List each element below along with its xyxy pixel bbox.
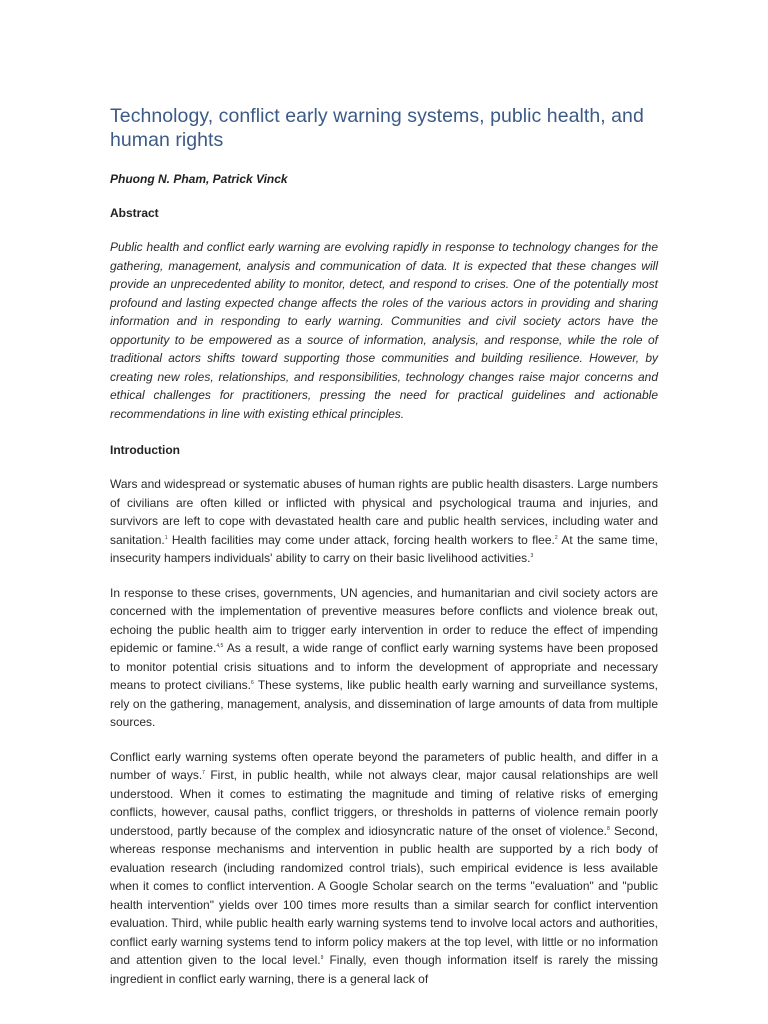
reference-marker: 8	[607, 825, 610, 832]
introduction-heading: Introduction	[110, 443, 180, 457]
paper-authors: Phuong N. Pham, Patrick Vinck	[110, 172, 288, 186]
intro-paragraph-1	[110, 475, 658, 568]
paper-page	[110, 104, 658, 988]
reference-marker: 2	[554, 534, 558, 541]
intro-p2-text-1: In response to these crises, governments, UN agencies, and humanitarian and civil society actors are concerned with the implementation of preventive measures before conflicts and violence break out, echoing the public health aim to trigger early intervention in order to reduce the effect of impending epidemic or famine.	[110, 585, 658, 655]
intro-p3-text-4: Finally, even though information itself is rarely the missing ingredient in conflict early warning, there is a general lack of	[110, 953, 658, 986]
reference-marker: 1	[164, 534, 168, 541]
reference-marker: 4,5	[216, 643, 224, 649]
reference-marker: 7	[202, 770, 205, 776]
intro-p2-text-2: As a result, a wide range of conflict early warning systems have been proposed to monitor potential crisis situations and to inform the development of appropriate and necessary means to protect civilians.	[110, 641, 658, 692]
intro-paragraph-2	[110, 584, 658, 732]
paper-title: Technology, conflict early warning systems, public health, and human rights	[110, 105, 644, 151]
abstract-heading: Abstract	[110, 206, 159, 220]
reference-marker: 9	[320, 955, 324, 961]
intro-paragraph-3	[110, 748, 658, 989]
intro-p2-text-3: These systems, like public health early warning and surveillance systems, rely on the gathering, management, analysis, and dissemination of large amounts of data from multiple sources.	[110, 678, 658, 729]
intro-p3-text-3: Second, whereas response mechanisms and intervention in public health are supported by a rich body of evaluation research (including randomized control trials), such empirical evidence is less available when it comes to conflict intervention. A Google Scholar search on the terms "evaluation" and "public health intervention" yields over 100 times more results than a similar search for conflict intervention evaluation. Third, while public health early warning systems tend to involve local actors and authorities, conflict early warning systems tend to inform policy makers at the top level, with little or no information and attention given to the local level.	[110, 823, 658, 967]
abstract-paragraph: Public health and conflict early warning are evolving rapidly in response to technology changes for the gathering, management, analysis and communication of data. It is expected that these changes will provide an unprecedented ability to monitor, detect, and respond to crises. One of the potentially most profound and lasting expected change affects the roles of the various actors in providing and sharing information and in responding to early warning. Communities and civil society actors have the opportunity to be empowered as a source of information, analysis, and response, while the role of traditional actors shifts toward supporting those communities and building resilience. However, by creating new roles, relationships, and responsibilities, technology changes raise major concerns and ethical challenges for practitioners, pressing the need for practical guidelines and actionable recommendations in line with existing ethical principles.	[110, 240, 658, 421]
reference-marker: 6	[250, 680, 254, 686]
intro-p1-text-3: At the same time, insecurity hampers individuals' ability to carry on their basic livelihood activities.	[110, 532, 658, 565]
intro-p3-text-1: Conflict early warning systems often operate beyond the parameters of public health, and differ in a number of ways.	[110, 749, 658, 782]
intro-p1-text-2: Health facilities may come under attack, forcing health workers to flee.	[167, 532, 555, 547]
intro-p3-text-2: First, in public health, while not always clear, major causal relationships are well understood. When it comes to estimating the magnitude and timing of relative risks of emerging conflicts, however, causal paths, conflict triggers, or thresholds in patterns of violence remain poorly understood, partly because of the complex and idiosyncratic nature of the onset of violence.	[110, 768, 658, 838]
intro-p1-text-1: Wars and widespread or systematic abuses of human rights are public health disasters. Large numbers of civilians are often killed or inflicted with physical and psychological trauma and injuries, and survivors are left to cope with devastated health care and public health services, including water and sanitation.	[110, 477, 658, 547]
reference-marker: 3	[530, 553, 534, 559]
